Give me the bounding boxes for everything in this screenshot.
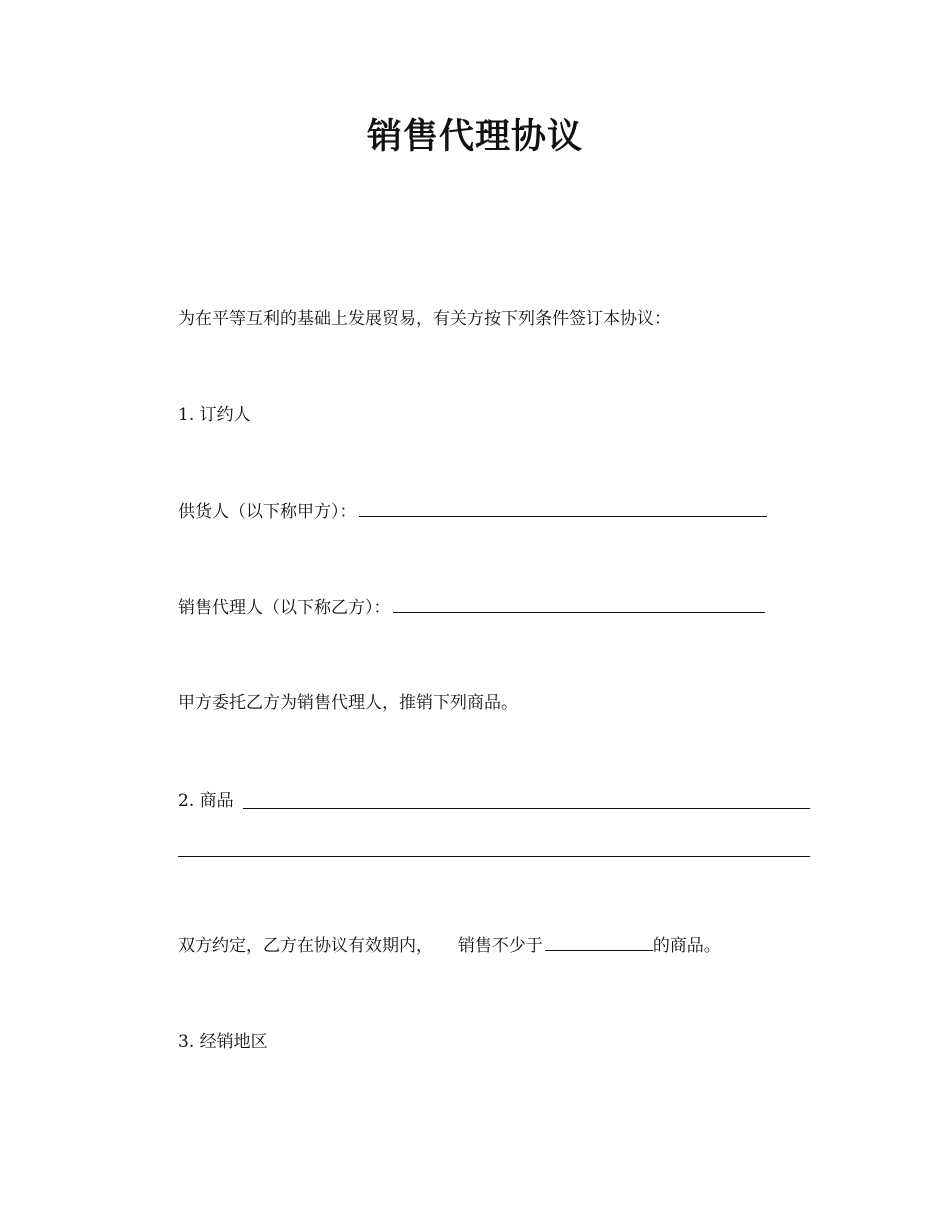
section-1-heading: 1. 订约人 <box>178 405 251 425</box>
party-b-line <box>178 594 765 621</box>
quota-prefix: 双方约定，乙方在协议有效期内， <box>178 936 433 956</box>
quota-suffix: 的商品。 <box>652 936 721 956</box>
quota-blank[interactable] <box>545 932 653 951</box>
section-2-line <box>178 788 234 814</box>
appointment-paragraph: 甲方委托乙方为销售代理人，推销下列商品。 <box>178 693 518 713</box>
quota-line <box>178 932 721 959</box>
section-2-heading: 2. 商品 <box>178 791 234 811</box>
goods-blank-line-1[interactable] <box>243 808 810 809</box>
intro-paragraph: 为在平等互利的基础上发展贸易，有关方按下列条件签订本协议： <box>178 309 671 329</box>
goods-blank-line-2[interactable] <box>178 856 810 857</box>
party-b-label: 销售代理人（以下称乙方）： <box>178 598 391 618</box>
party-a-label: 供货人（以下称甲方）： <box>178 502 357 522</box>
document-title: 销售代理协议 <box>366 117 583 157</box>
party-b-blank[interactable] <box>393 594 765 613</box>
quota-middle: 销售不少于 <box>457 936 543 956</box>
section-3-heading: 3. 经销地区 <box>178 1032 268 1052</box>
party-a-blank[interactable] <box>359 498 767 517</box>
party-a-line <box>178 498 767 525</box>
